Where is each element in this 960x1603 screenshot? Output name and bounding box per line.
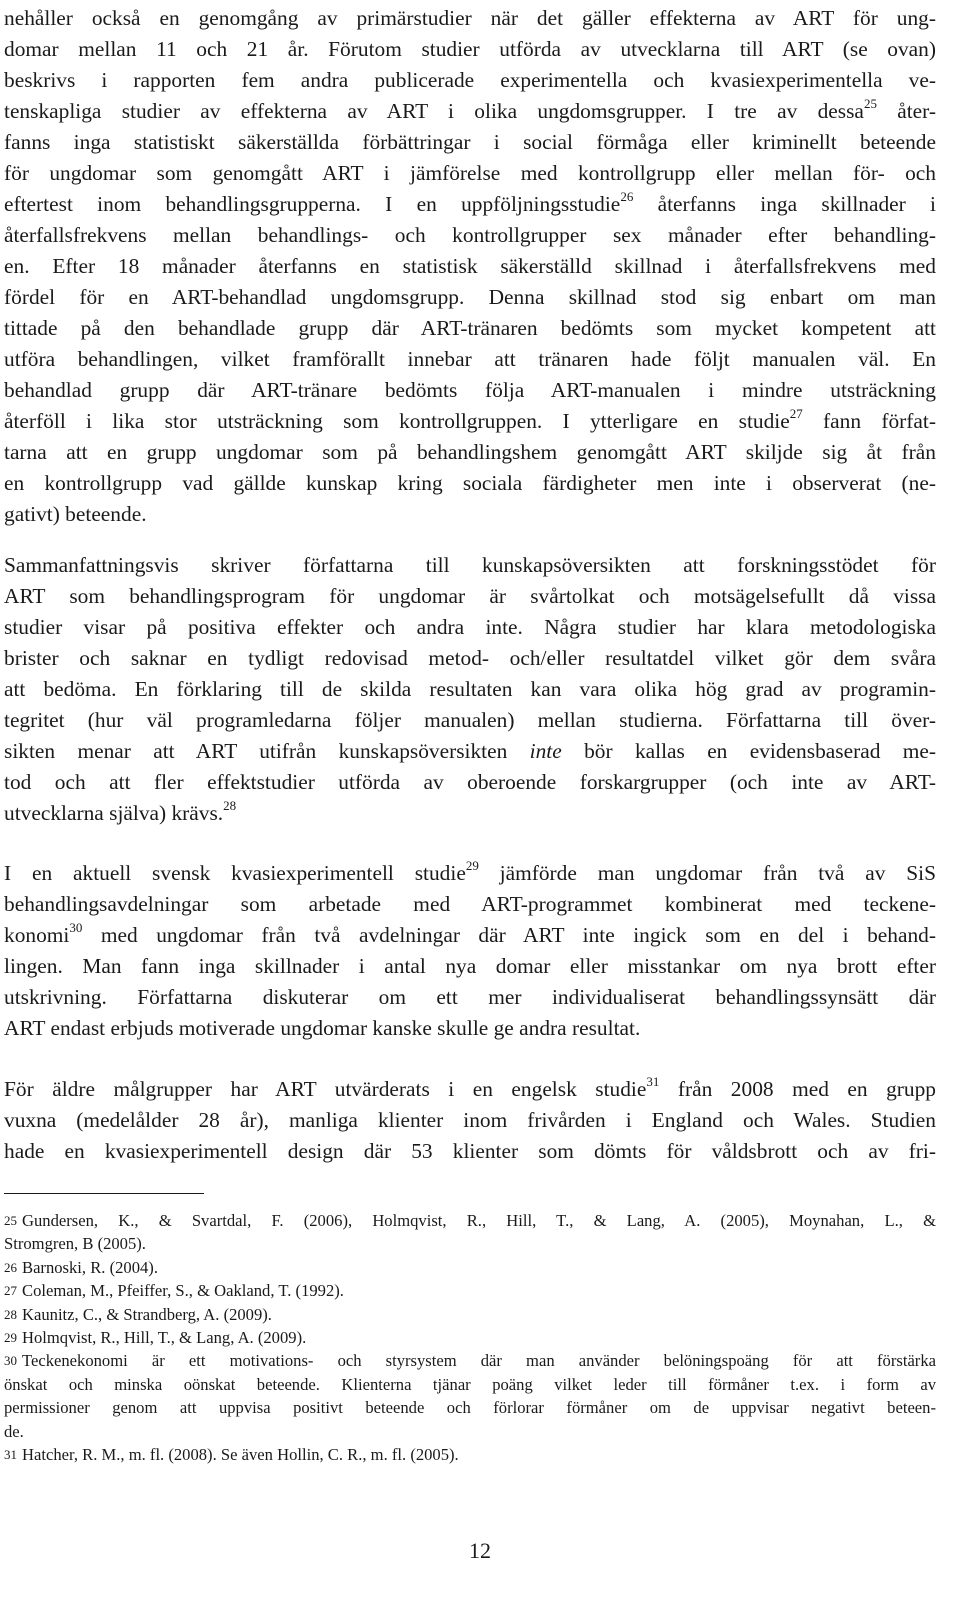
- footnote-reference[interactable]: 28: [223, 797, 237, 813]
- footnote-29: 29 Holmqvist, R., Hill, T., & Lang, A. (2009).: [4, 1327, 307, 1347]
- footnote-28: 28 Kaunitz, C., & Strandberg, A. (2009).: [4, 1304, 272, 1324]
- footnote-number: 26: [4, 1259, 17, 1275]
- footnote-number: 29: [4, 1329, 17, 1345]
- page-number: 12: [469, 1538, 491, 1563]
- text-line: att bedöma. En förklaring till de skilda resultaten kan vara olika hög grad av programin-: [4, 677, 936, 701]
- text-line: För äldre målgrupper har ART utvärderats i en engelsk studie$^{31}$ från 2008 med en grupp: [4, 1073, 936, 1101]
- text-line: I en aktuell svensk kvasiexperimentell studie$^{29}$ jämförde man ungdomar från två av SiS: [4, 857, 936, 885]
- text-line: behandlad grupp där ART-tränare bedömts följa ART-manualen i mindre utsträckning: [4, 378, 936, 402]
- footnote-reference[interactable]: 26: [620, 188, 634, 204]
- footnote-reference[interactable]: 30: [69, 919, 83, 935]
- text-line: konomi$^{30}$ med ungdomar från två avdelningar där ART inte ingick som en del i behand-: [4, 919, 936, 947]
- paragraph: [4, 550, 936, 829]
- text-line: en. Efter 18 månader återfanns en statistisk säkerställd skillnad i återfallsfrekvens med: [4, 254, 936, 278]
- text-line: lingen. Man fann inga skillnader i antal nya domar eller misstankar om nya brott efter: [4, 954, 936, 978]
- text-line: Sammanfattningsvis skriver författarna till kunskapsöversikten att forskningsstödet för: [4, 553, 936, 577]
- footnote-separator: [4, 1193, 204, 1194]
- footnotes: [4, 1209, 936, 1466]
- text-line: för ungdomar som genomgått ART i jämförelse med kontrollgrupp eller mellan för- och: [4, 161, 936, 185]
- text-line: vuxna (medelålder 28 år), manliga klienter inom frivården i England och Wales. Studien: [4, 1108, 936, 1132]
- footnote-25: 25 Gundersen, K., & Svartdal, F. (2006), Holmqvist, R., Hill, T., & Lang, A. (2005), Moynahan, L., & Stromgren, B (2005).: [4, 1211, 936, 1254]
- text-line: utskrivning. Författarna diskuterar om ett mer individualiserat behandlingssynsätt där: [4, 985, 936, 1009]
- text-line: ART endast erbjuds motiverade ungdomar kanske skulle ge andra resultat.: [4, 1016, 641, 1040]
- footnote-number: 27: [4, 1283, 17, 1299]
- text-line: gativt) beteende.: [4, 502, 147, 526]
- text-line: domar mellan 11 och 21 år. Förutom studier utförda av utvecklarna till ART (se ovan): [4, 37, 936, 61]
- footnote-reference[interactable]: 25: [863, 95, 877, 111]
- text-line: tittade på den behandlade grupp där ART-tränaren bedömts som mycket kompetent att: [4, 316, 936, 340]
- text-line: utvecklarna själva) krävs.$^{28}$: [4, 797, 237, 825]
- text-line: tegritet (hur väl programledarna följer manualen) mellan studierna. Författarna till över-: [4, 708, 936, 732]
- text-line: sikten menar att ART utifrån kunskapsöversikten inte bör kallas en evidensbaserad me-: [4, 739, 936, 763]
- text-line: beskrivs i rapporten fem andra publicerade experimentella och kvasiexperimentella ve-: [4, 68, 936, 92]
- footnote-number: 31: [4, 1446, 17, 1462]
- text-line: ART som behandlingsprogram för ungdomar är svårtolkat och motsägelsefullt då vissa: [4, 584, 936, 608]
- paragraph: [4, 858, 936, 1044]
- text-line: fördel för en ART-behandlad ungdomsgrupp. Denna skillnad stod sig enbart om man: [4, 285, 936, 309]
- text-line: återföll i lika stor utsträckning som kontrollgruppen. I ytterligare en studie$^{27}$ fann förfat-: [4, 405, 936, 433]
- footnote-26: 26 Barnoski, R. (2004).: [4, 1257, 158, 1277]
- footnote-number: 25: [4, 1213, 17, 1228]
- text-line: behandlingsavdelningar som arbetade med ART-programmet kombinerat med teckene-: [4, 892, 936, 916]
- text-line: återfallsfrekvens mellan behandlings- och kontrollgrupper sex månader efter behandling-: [4, 223, 936, 247]
- footnote-reference[interactable]: 29: [465, 857, 479, 873]
- footnote-30: 30 Teckenekonomi är ett motivations- och styrsystem där man använder belöningspoäng för att förstärka önskat och minska oönskat beteende. Klienterna tjänar poäng vilket leder till förmåner t.ex. i form av permissioner genom att uppvisa positivt beteende och förlorar förmåner om de uppvisar negativt beteen- de.: [4, 1351, 936, 1441]
- text-line: utföra behandlingen, vilket framförallt innebar att tränaren hade följt manualen väl. En: [4, 347, 936, 371]
- paragraph: [4, 1074, 936, 1167]
- text-line: studier visar på positiva effekter och andra inte. Några studier har klara metodologiska: [4, 615, 936, 639]
- footnote-number: 28: [4, 1306, 17, 1322]
- text-line: eftertest inom behandlingsgrupperna. I en uppföljningsstudie$^{26}$ återfanns inga skillnader i: [4, 188, 936, 216]
- text-line: en kontrollgrupp vad gällde kunskap kring sociala färdigheter men inte i observerat (ne-: [4, 471, 936, 495]
- footnote-27: 27 Coleman, M., Pfeiffer, S., & Oakland, T. (1992).: [4, 1281, 344, 1301]
- text-line: fanns inga statistiskt säkerställda förbättringar i social förmåga eller kriminellt beteende: [4, 130, 936, 154]
- footnote-reference[interactable]: 27: [789, 405, 803, 421]
- footnote-number: 30: [4, 1353, 17, 1369]
- footnote-31: 31 Hatcher, R. M., m. fl. (2008). Se även Hollin, C. R., m. fl. (2005).: [4, 1444, 459, 1464]
- paragraph: [4, 3, 936, 530]
- text-line: hade en kvasiexperimentell design där 53 klienter som dömts för våldsbrott och av fri-: [4, 1139, 936, 1163]
- text-line: nehåller också en genomgång av primärstudier när det gäller effekterna av ART för ung-: [4, 6, 936, 30]
- text-line: tenskapliga studier av effekterna av ART i olika ungdomsgrupper. I tre av dessa$^{25}$ åter-: [4, 95, 936, 123]
- text-line: brister och saknar en tydligt redovisad metod- och/eller resultatdel vilket gör dem svåra: [4, 646, 936, 670]
- text-line: tarna att en grupp ungdomar som på behandlingshem genomgått ART skiljde sig åt från: [4, 440, 936, 464]
- footnote-reference[interactable]: 31: [646, 1073, 660, 1089]
- text-line: tod och att fler effektstudier utförda av oberoende forskargrupper (och inte av ART-: [4, 770, 936, 794]
